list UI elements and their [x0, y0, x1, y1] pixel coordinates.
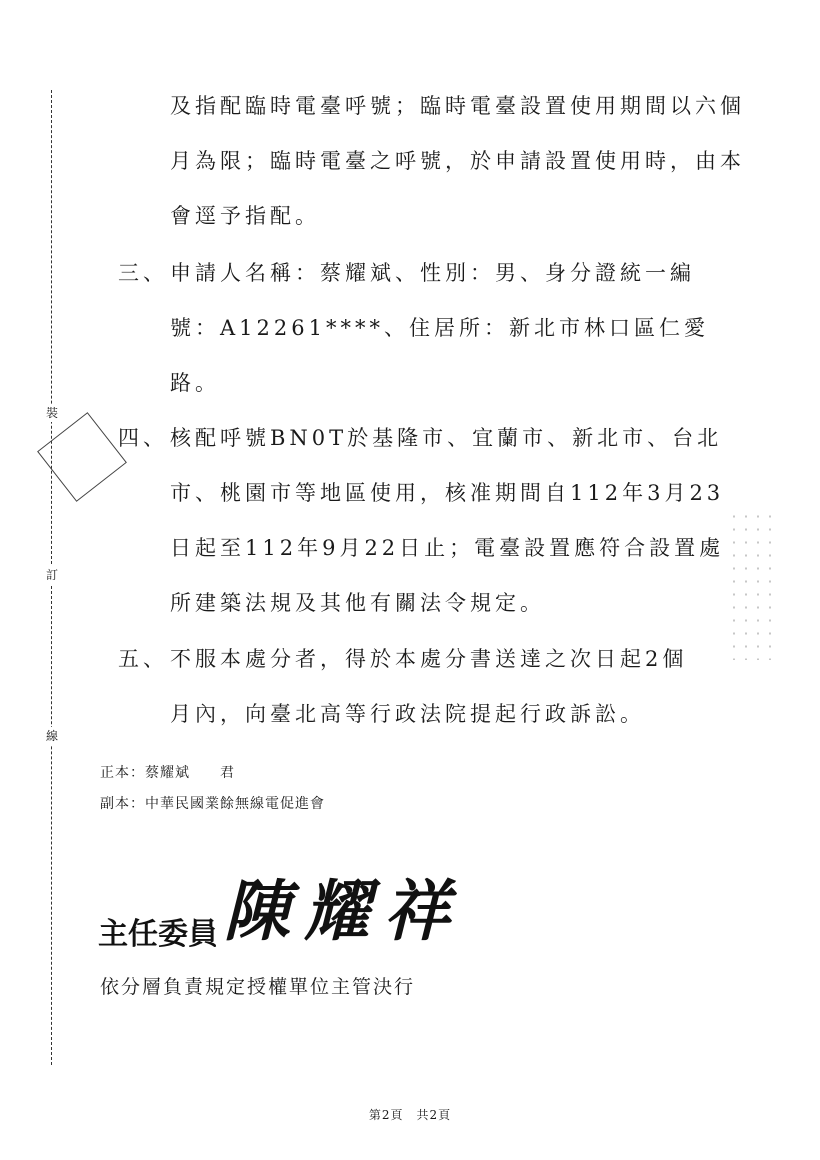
item3-line-3: 路。	[170, 371, 220, 395]
delegation-note: 依分層負責規定授權單位主管決行	[100, 976, 416, 998]
item4-line-1: 核配呼號BN0T於基隆市、宜蘭市、新北市、台北	[170, 426, 723, 450]
item4-number: 四、	[118, 426, 168, 450]
item5-number: 五、	[118, 647, 168, 671]
item3-line-2: 號：A12261****、住居所：新北市林口區仁愛	[170, 316, 709, 340]
item3-number: 三、	[118, 261, 168, 285]
page-footer: 第2頁 共2頁	[368, 1108, 452, 1122]
item4-line-2: 市、桃園市等地區使用，核准期間自112年3月23	[170, 481, 725, 505]
item3-line-1: 申請人名稱：蔡耀斌、性別：男、身分證統一編	[170, 261, 695, 285]
recipient-copy: 副本：中華民國業餘無線電促進會	[100, 796, 325, 812]
scan-noise	[728, 510, 776, 660]
binding-char-ding: 訂	[42, 566, 62, 584]
signature-name: 陳耀祥	[223, 873, 464, 950]
binding-char-zhuang: 裝	[42, 404, 62, 422]
cont-line-3: 會逕予指配。	[170, 204, 320, 228]
binding-char-xian: 線	[42, 727, 62, 745]
cont-line-2: 月為限；臨時電臺之呼號，於申請設置使用時，由本	[170, 149, 745, 173]
item4-line-3: 日起至112年9月22日止；電臺設置應符合設置處	[170, 536, 725, 560]
item5-line-2: 月內，向臺北高等行政法院提起行政訴訟。	[170, 702, 645, 726]
recipient-original: 正本：蔡耀斌 君	[100, 765, 235, 781]
cont-line-1: 及指配臨時電臺呼號；臨時電臺設置使用期間以六個	[170, 94, 745, 118]
signature-block	[98, 858, 464, 953]
item5-line-1: 不服本處分者，得於本處分書送達之次日起2個	[170, 647, 688, 671]
item4-line-4: 所建築法規及其他有關法令規定。	[170, 591, 545, 615]
signature-title: 主任委員	[98, 917, 218, 952]
